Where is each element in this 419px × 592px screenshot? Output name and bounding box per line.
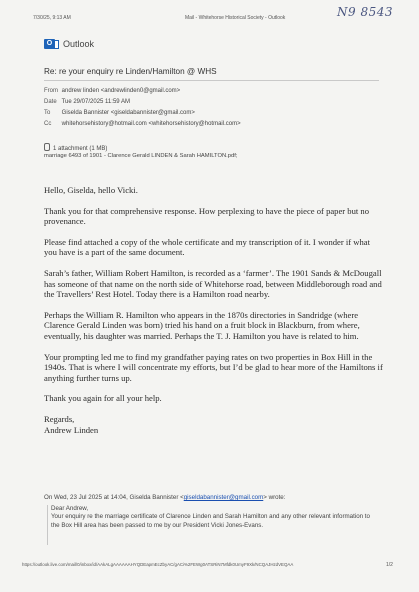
body-paragraph-4: Perhaps the William R. Hamilton who appears in the 1870s directories in Sandridge (where Clarence Gerald Linden was born) tried his hand on a fruit block in Blackburn, from where, eventually, his daughter was married. Perhaps the T. J. Hamilton you have is related to him. <box>44 309 360 341</box>
subject-divider <box>44 80 379 81</box>
quoted-greeting: Dear Andrew, <box>51 505 89 512</box>
date-label: Date <box>44 99 57 105</box>
body-paragraph-2: Please find attached a copy of the whole certificate and my transcription of it. I wonder if what you have is a part of the same document. <box>44 236 370 258</box>
quote-bar <box>47 505 48 545</box>
date-row <box>44 99 130 105</box>
to-row <box>44 110 195 116</box>
from-label: From <box>44 88 58 94</box>
body-paragraph-1: Thank you for that comprehensive response. How perplexing to have the piece of paper but no provenance. <box>44 205 370 227</box>
quoted-text: Your enquiry re the marriage certificate of Clarence Linden and Sarah Hamilton and any other relevant information to the Box Hill area has been passed to me by our President Vicki Jones-Evans. <box>51 513 370 529</box>
print-page-number: 1/2 <box>386 562 393 568</box>
attachment-link[interactable]: marriage 6493 of 1901 - Clarence Gerald LINDEN & Sarah HAMILTON.pdf; <box>44 153 238 159</box>
body-paragraph-5: Your prompting led me to find my grandfather paying rates on two properties in Box Hill in the 1940s. That is where I will concentrate my efforts, but I’d be glad to hear more of the Hamiltons if anything further turns up. <box>44 351 383 383</box>
quoted-body <box>51 505 373 530</box>
quoted-header-prefix: On Wed, 23 Jul 2025 at 14:04, Giselda Bannister < <box>44 494 184 501</box>
cc-value[interactable]: whitehorsehistory@hotmail.com <whitehorsehistory@hotmail.com> <box>61 121 241 127</box>
quoted-header-suffix: > wrote: <box>263 494 286 501</box>
paperclip-icon <box>44 143 50 151</box>
from-value[interactable]: andrew linden <andrewlinden0@gmail.com> <box>61 88 181 94</box>
cc-label: Cc <box>44 121 52 127</box>
to-value[interactable]: Giselda Bannister <giseldabannister@gmail.com> <box>61 110 195 116</box>
print-datetime: 7/30/25, 9:13 AM <box>33 15 71 21</box>
body-signoff: Regards, <box>44 413 75 424</box>
cc-row <box>44 121 241 127</box>
body-paragraph-6: Thank you again for all your help. <box>44 393 162 404</box>
app-name: Outlook <box>63 39 95 49</box>
to-label: To <box>44 110 51 116</box>
date-value: Tue 29/07/2025 11:59 AM <box>61 99 130 105</box>
print-footer-url: https://outlook.live.com/mail/0/inbox/id/AAkALgAAAAAAHYQDEapmEcZbyAC/gACi%2FEWg0ATSRiN7Mfdk0UmyF9Xk/NCQAJHzdVEQAA <box>22 562 294 567</box>
print-page-title: Mail - Whitehorse Historical Society - Outlook <box>185 15 286 21</box>
handwritten-reference: N9 8543 <box>337 5 393 19</box>
email-body <box>44 185 384 435</box>
quoted-header <box>44 494 384 502</box>
quoted-sender-email-link[interactable]: giseldabannister@gmail.com <box>183 494 264 501</box>
attachments-summary <box>44 143 107 152</box>
body-signature: Andrew Linden <box>44 424 99 435</box>
body-paragraph-3: Sarah’s father, William Robert Hamilton, is recorded as a ‘farmer’. The 1901 Sands & McDougall has someone of that name on the north side of Whitehorse road, between Middleborough road and the Travellers’ Rest Hotel. Today there is a Hamilton road nearby. <box>44 267 382 300</box>
email-subject: Re: re your enquiry re Linden/Hamilton @ WHS <box>44 67 217 76</box>
body-greeting: Hello, Giselda, hello Vicki. <box>44 185 138 195</box>
from-row <box>44 88 180 94</box>
attachments-count: 1 attachment (1 MB) <box>53 146 108 152</box>
outlook-logo-icon: O <box>44 38 64 50</box>
